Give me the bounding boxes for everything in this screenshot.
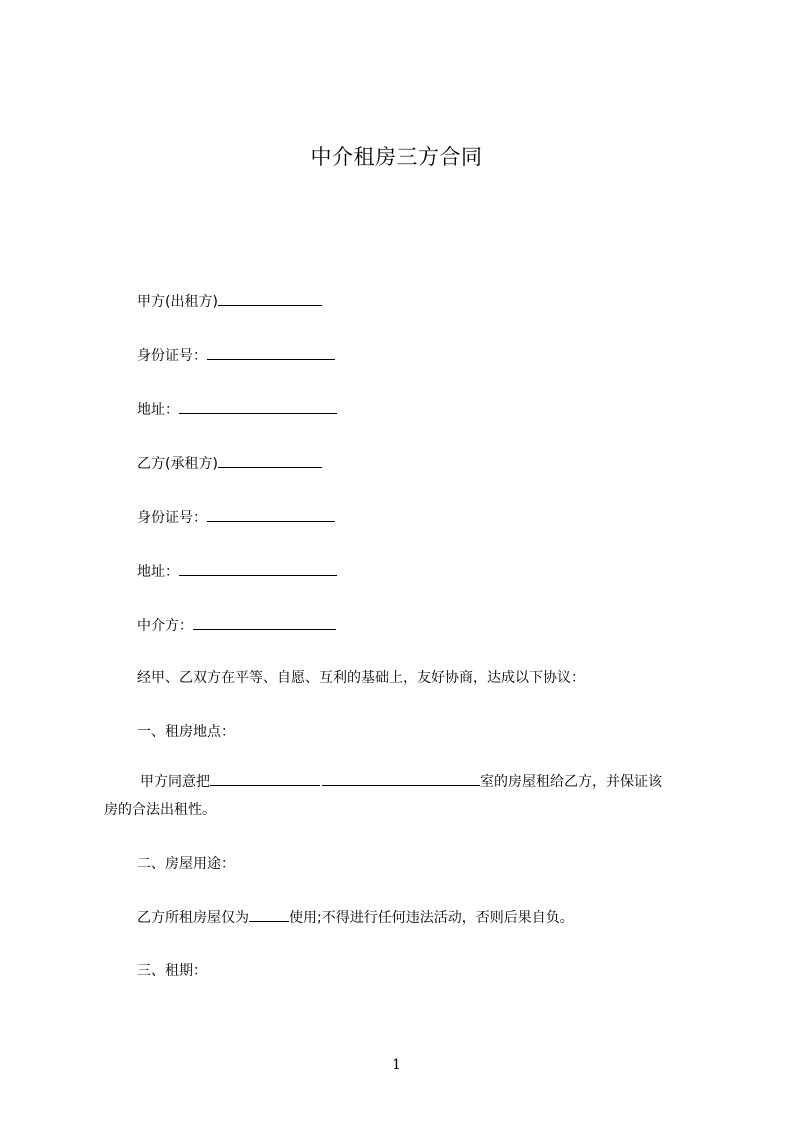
- section1-line2: 房的合法出租性。: [104, 802, 216, 818]
- section1-heading: 一、租房地点：: [137, 724, 235, 740]
- section1-text-before: 甲方同意把: [140, 774, 210, 790]
- section1-line1: [104, 768, 704, 796]
- section3-heading: 三、租期：: [137, 963, 207, 979]
- party-b-id-field: [137, 507, 335, 528]
- section2-paragraph: [137, 907, 574, 928]
- party-a-id-blank: [207, 345, 335, 360]
- agent-blank: [193, 615, 336, 630]
- party-b-address-field: [137, 561, 337, 582]
- party-a-label: 甲方(出租方): [137, 294, 218, 310]
- section1-text-after: 室的房屋租给乙方，并保证该: [480, 774, 662, 790]
- party-b-address-blank: [179, 561, 337, 576]
- agent-field: [137, 615, 336, 636]
- section2-heading: 二、房屋用途：: [137, 856, 235, 872]
- agent-label: 中介方：: [137, 618, 193, 634]
- section2-text-before: 乙方所租房屋仅为: [137, 910, 249, 926]
- party-b-label: 乙方(承租方): [137, 456, 218, 472]
- section1-blank-2: [322, 771, 480, 786]
- party-a-id-label: 身份证号：: [137, 348, 207, 364]
- intro-paragraph: 经甲、乙双方在平等、自愿、互利的基础上，友好协商，达成以下协议：: [137, 670, 585, 686]
- party-a-blank: [218, 291, 322, 306]
- party-a-address-label: 地址：: [137, 402, 179, 418]
- party-b-address-label: 地址：: [137, 564, 179, 580]
- party-a-field: [137, 291, 322, 312]
- party-a-address-field: [137, 399, 337, 420]
- party-a-address-blank: [179, 399, 337, 414]
- party-b-id-blank: [207, 507, 335, 522]
- section1-blank-1: [210, 771, 320, 786]
- section2-text-after: 使用;不得进行任何违法活动，否则后果自负。: [289, 910, 574, 926]
- page-number: 1: [392, 1057, 401, 1073]
- document-title: 中介租房三方合同: [310, 145, 483, 169]
- party-b-field: [137, 453, 322, 474]
- section2-blank: [249, 907, 289, 922]
- party-b-blank: [218, 453, 322, 468]
- party-a-id-field: [137, 345, 335, 366]
- section1-paragraph: [104, 768, 704, 824]
- party-b-id-label: 身份证号：: [137, 510, 207, 526]
